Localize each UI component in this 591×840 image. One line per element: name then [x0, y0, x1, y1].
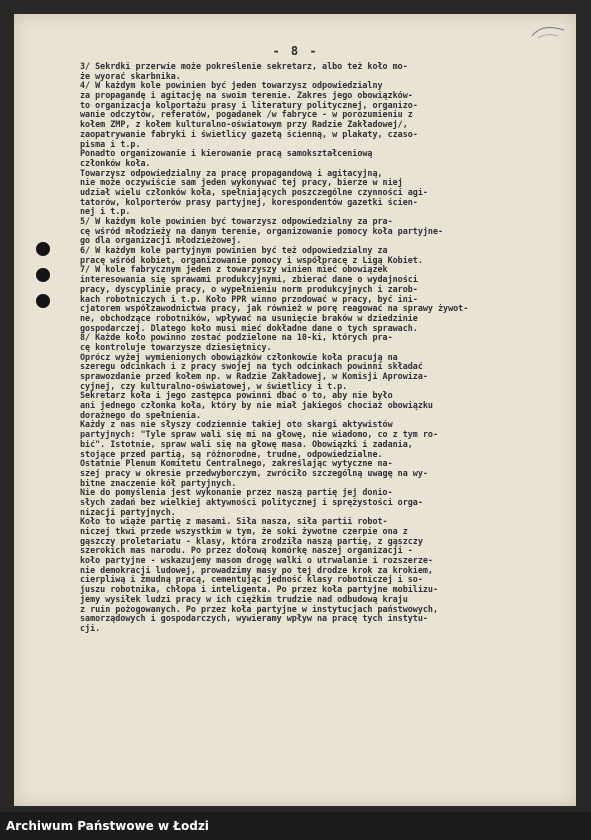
text-line: jemy wysiłek ludzi pracy w ich ciężkim trudzie nad odbudową kraju	[80, 594, 408, 604]
text-line: 8/ Każde koło powinno zostać podzielone na 10-ki, których pra-	[80, 333, 393, 343]
text-line: kołem ZMP, z kołem kulturalno-oświatowym przy Radzie Zakładowej/,	[80, 120, 408, 130]
text-line: kach robotniczych i t.p. Koło PPR winno przodować w pracy, być ini-	[80, 294, 418, 304]
text-line: 6/ W każdym kole partyjnym powinien być też odpowiedzialny za	[80, 246, 388, 256]
text-line: szerokich mas narodu. Po przez dołową komórkę naszej organizacji -	[80, 546, 413, 556]
text-line: pisma i t.p.	[80, 139, 141, 149]
text-line: bitne znaczenie kół partyjnych.	[80, 478, 237, 488]
text-line: Nie do pomyślenia jest wykonanie przez naszą partię jej donio-	[80, 488, 393, 498]
text-line: szeregu odcinkach i z pracy swojej na tych odcinkach powinni składać	[80, 362, 423, 372]
text-line: go dla organizacji młodzieżowej.	[80, 236, 242, 246]
text-line: niczej tkwi przede wszystkim w tym, że soki żywotne czerpie ona z	[80, 527, 408, 536]
text-line: szej pracy w okresie przedwyborczym, zwróciło szczególną uwagę na wy-	[80, 468, 428, 478]
text-line: członków koła.	[80, 158, 151, 168]
archive-footer-bar	[0, 812, 591, 840]
text-line: że wyorać skarbnika.	[80, 71, 181, 81]
text-line: juszu robotnika, chłopa i inteligenta. Po przez koła partyjne mobilizu-	[80, 585, 438, 595]
pen-mark-icon	[528, 22, 568, 42]
text-line: partyjnych: "Tyle spraw wali się mi na głowę, nie wiadomo, co z tym ro-	[80, 430, 438, 440]
text-line: zaopatrywanie fabryki i świetlicy gazetą ścienną, w plakaty, czaso-	[80, 129, 418, 139]
text-line: słych zadań bez wielkiej aktywności politycznej i sprężystości orga-	[80, 497, 423, 507]
text-line: koło partyjne - wskazujemy masom drogę walki o utrwalanie i rozszerze-	[80, 556, 433, 566]
text-line: to organizacja kolportażu prasy i literatury politycznej, organizo-	[80, 100, 418, 110]
text-line: stojące przed partią, są różnorodne, trudne, odpowiedzialne.	[80, 449, 383, 459]
text-line: cierpliwą i żmudną pracą, cementując jedność klasy robotniczej i so-	[80, 575, 423, 585]
text-line: ani jednego członka koła, który by nie miał jakiegoś chociaż obowiązku	[80, 401, 433, 411]
text-line: interesowania się sprawami produkcyjnymi, zbierać dane o wydajności	[80, 275, 418, 285]
text-line: wanie odczytów, referatów, pogadanek /w fabryce - w porozumieniu z	[80, 110, 413, 120]
text-line: dorażnego do spełnienia.	[80, 410, 202, 420]
text-line: pracę wśród kobiet, organizowanie pomocy i współpracę z Ligą Kobiet.	[80, 255, 423, 265]
text-line: Towarzysz odpowiedzialny za pracę propagandową i agitacyjną,	[80, 168, 383, 178]
text-line: samorządowych i gospodarczych, wywieramy wpływ na pracę tych instytu-	[80, 614, 428, 624]
text-line: Każdy z nas nie słyszy codziennie takiej oto skargi aktywistów	[80, 420, 393, 430]
text-line: udział wielu członków koła, spełniających poszczególne czynności agi-	[80, 187, 428, 197]
text-line: Oprócz wyżej wymienionych obowiązków członkowie koła pracują na	[80, 352, 398, 362]
text-line: Ostatnie Plenum Komitetu Centralnego, zakreślając wytyczne na-	[80, 459, 393, 469]
punch-hole-icon	[36, 268, 50, 282]
text-line: nie demokracji ludowej, prowadzimy masy po tej drodze krok za krokiem,	[80, 565, 433, 575]
text-line: cę kontroluje towarzysze dziesiętnicy.	[80, 342, 272, 352]
text-line: 3/ Sekrdki przerwie może pokreślenie sekretarz, albo też koło mo-	[80, 62, 408, 71]
text-line: gąszczy proletariatu - klasy, która zrodziła naszą partię, z gąszczy	[80, 536, 423, 546]
text-line: ne, obchodzące robotników, wpływać na usunięcie braków w dziedzinie	[80, 313, 418, 323]
text-line: cę wśród młodzieży na danym terenie, organizowanie pomocy koła partyjne-	[80, 226, 444, 236]
text-line: tatorów, kolporterów prasy partyjnej, korespondentów gazetki ścien-	[80, 197, 418, 207]
text-line: cyjnej, czy kulturalno-oświatowej, w świetlicy i t.p.	[80, 381, 348, 391]
text-line: 5/ W każdym kole powinien być towarzysz odpowiedzialny za pra-	[80, 217, 393, 226]
text-line: nizacji partyjnych.	[80, 507, 176, 517]
text-line: cjatorem współzawodnictwa pracy, jak również w porę reagować na sprawy żywot-	[80, 304, 469, 314]
punch-hole-icon	[36, 242, 50, 256]
text-line: 4/ W każdym kole powinien być jeden towarzysz odpowiedzialny	[80, 81, 383, 91]
text-line: nie może oczywiście sam jeden wykonywać tej pracy, bierze w niej	[80, 178, 403, 188]
text-line: 7/ W kole fabrycznym jeden z towarzyszy winien mieć obowiązek	[80, 265, 388, 275]
text-line: Ponadto organizowanie i kierowanie pracą samokształceniową	[80, 149, 373, 159]
text-line: cji.	[80, 623, 101, 633]
text-line: bić". Istotnie, spraw wali się na głowę masa. Obowiązki i zadania,	[80, 439, 413, 449]
text-line: nej i t.p.	[80, 207, 131, 217]
document-body-text	[80, 62, 540, 634]
text-line: sprawozdanie przed kołem np. w Radzie Zakładowej, w Komisji Aprowiza-	[80, 372, 428, 381]
page-number: - 8 -	[272, 44, 319, 58]
text-line: Koło to wiąże partię z masami. Siła nasza, siła partii robot-	[80, 517, 388, 527]
punch-hole-icon	[36, 294, 50, 308]
text-line: Sekretarz koła i jego zastępca powinni dbać o to, aby nie było	[80, 391, 393, 401]
archive-label: Archiwum Państwowe w Łodzi	[6, 819, 209, 833]
text-line: z ruin pożogowanych. Po przez koła partyjne w instytucjach państwowych,	[80, 604, 438, 614]
text-line: gospodarczej. Dlatego koło musi mieć dokładne dane o tych sprawach.	[80, 323, 418, 333]
text-line: pracy, dyscyplinie pracy, o wypełnieniu norm produkcyjnych i zarob-	[80, 284, 418, 294]
text-line: za propagandę i agitację na swoim terenie. Zakres jego obowiązków-	[80, 91, 413, 101]
